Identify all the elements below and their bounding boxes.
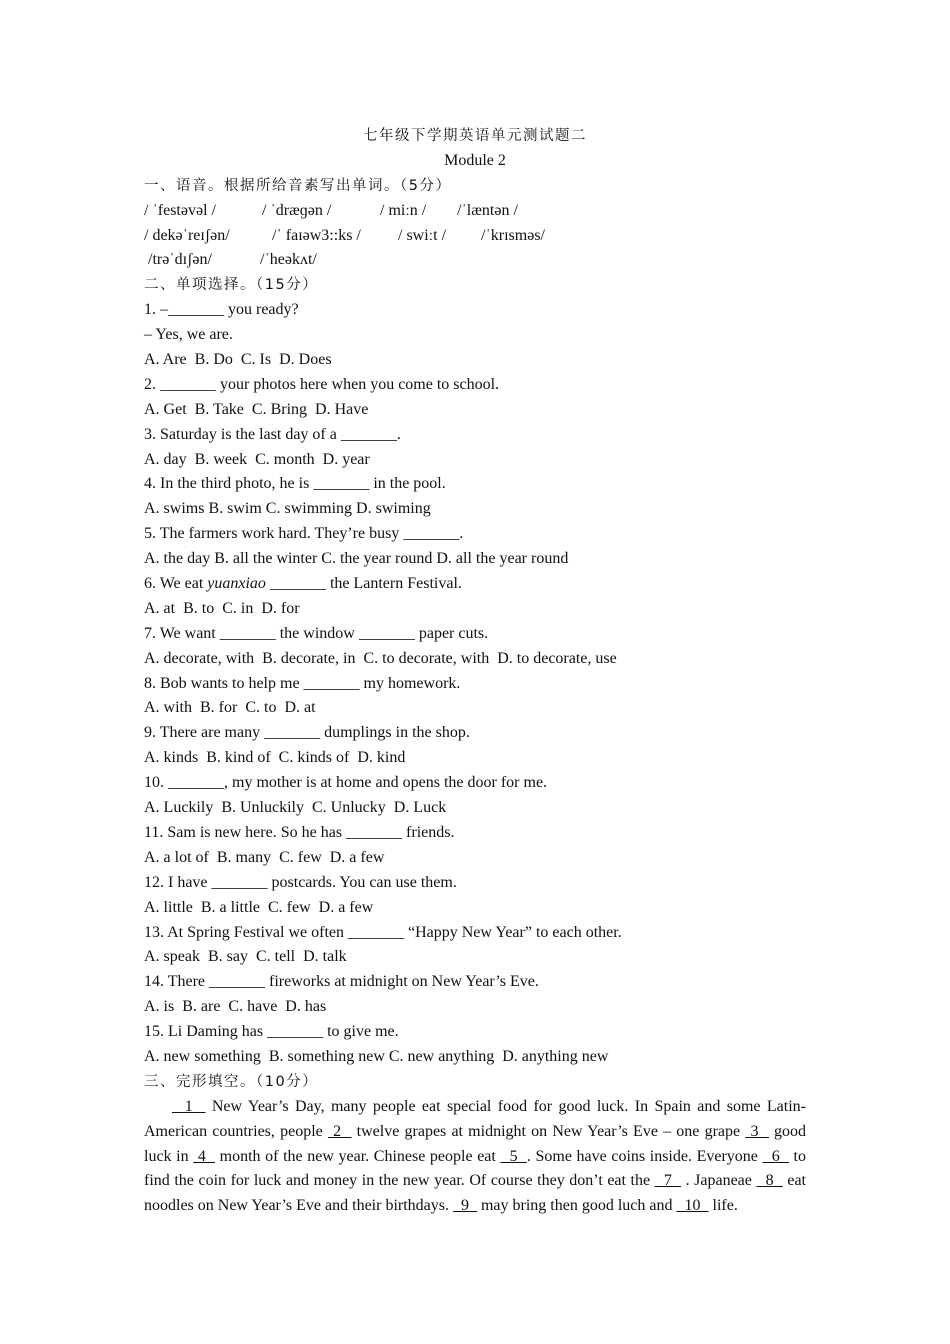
cloze-text: may bring then good luch and <box>476 1197 677 1215</box>
cloze-blank-9[interactable]: 9 <box>452 1197 477 1215</box>
question-line: 2. _______ your photos here when you come to school. <box>144 375 500 393</box>
question-line: 10. _______, my mother is at home and opens the door for me. <box>144 774 548 792</box>
cloze-text: . Japaneae <box>681 1172 757 1190</box>
question-line: 3. Saturday is the last day of a _______. <box>144 425 401 443</box>
phonetic-item: / ˈdræɡən / <box>262 201 332 219</box>
phonetic-row-2 <box>144 224 806 249</box>
cloze-text: eat noodles on New Year’s Eve and their birthdays. <box>144 1172 807 1215</box>
cloze-blank-5[interactable]: 5 <box>500 1147 527 1165</box>
phonetic-item: /ˈkrɪsməs/ <box>481 226 545 244</box>
options-line: A. a lot of B. many C. few D. a few <box>144 848 385 866</box>
cloze-text: twelve grapes at midnight on New Year’s Eve – one grape <box>351 1122 746 1140</box>
cloze-text: life. <box>708 1197 738 1215</box>
cloze-text: to find the coin for luck and money in the new year. Of course they don’t eat the <box>144 1147 806 1190</box>
options-line: A. Luckily B. Unluckily C. Unlucky D. Luck <box>144 799 447 817</box>
question-line: – Yes, we are. <box>144 326 233 344</box>
question-line: 7. We want _______ the window _______ paper cuts. <box>144 624 489 642</box>
cloze-blank-1[interactable]: 1 <box>172 1097 206 1115</box>
section1-heading: 一、语音。根据所给音素写出单词。（5分） <box>144 177 452 194</box>
cloze-blank-6[interactable]: 6 <box>762 1147 789 1165</box>
cloze-blank-3[interactable]: 3 <box>745 1122 769 1140</box>
phonetic-item: / swiːt / <box>398 226 447 244</box>
options-line: A. Are B. Do C. Is D. Does <box>144 351 332 369</box>
cloze-text: month of the new year. Chinese people eat <box>215 1147 501 1165</box>
question-line <box>144 572 806 597</box>
options-line: A. swims B. swim C. swimming D. swiming <box>144 500 431 518</box>
question-line: 12. I have _______ postcards. You can use them. <box>144 873 457 891</box>
phonetic-row-3 <box>144 248 806 273</box>
page-subtitle: Module 2 <box>444 151 506 169</box>
section3-heading: 三、完形填空。（10分） <box>144 1073 319 1090</box>
options-line: A. new something B. something new C. new anything D. anything new <box>144 1047 609 1065</box>
page-title: 七年级下学期英语单元测试题二 <box>363 128 587 144</box>
question-line: 9. There are many _______ dumplings in the shop. <box>144 724 470 742</box>
options-line: A. speak B. say C. tell D. talk <box>144 948 347 966</box>
options-line: A. day B. week C. month D. year <box>144 450 370 468</box>
phonetic-item: /ˈlæntən / <box>457 201 518 219</box>
question-line: 4. In the third photo, he is _______ in the pool. <box>144 475 446 493</box>
options-line: A. kinds B. kind of C. kinds of D. kind <box>144 749 406 767</box>
question-line: 14. There _______ fireworks at midnight on New Year’s Eve. <box>144 973 539 991</box>
cloze-text: New Year’s Day, many people eat special food for good luck. In Spain and some Latin-American countries, people <box>144 1097 806 1140</box>
options-line: A. the day B. all the winter C. the year round D. all the year round <box>144 550 569 568</box>
options-line: A. is B. are C. have D. has <box>144 998 327 1016</box>
options-line: A. little B. a little C. few D. a few <box>144 898 374 916</box>
phonetic-item: / miːn / <box>380 201 427 219</box>
cloze-blank-8[interactable]: 8 <box>756 1172 783 1190</box>
phonetic-row-1 <box>144 199 806 224</box>
question-line: 5. The farmers work hard. They’re busy _______. <box>144 525 464 543</box>
question-line: 8. Bob wants to help me _______ my homework. <box>144 674 461 692</box>
options-line: A. with B. for C. to D. at <box>144 699 316 717</box>
cloze-paragraph <box>144 1095 806 1220</box>
q6-before: 6. We eat <box>144 575 208 593</box>
cloze-blank-7[interactable]: 7 <box>654 1172 681 1190</box>
phonetic-item: /ˈ faɪəw3::ks / <box>272 226 361 244</box>
section2-heading: 二、单项选择。（15分） <box>144 277 319 294</box>
phonetic-item: /ˈheəkʌt/ <box>260 251 317 269</box>
options-line: A. Get B. Take C. Bring D. Have <box>144 400 369 418</box>
q6-italic-word: yuanxiao <box>207 575 266 593</box>
phonetic-item: /trəˈdɪʃən/ <box>144 251 212 269</box>
q6-after: _______ the Lantern Festival. <box>265 575 462 593</box>
phonetic-item: / ˈfestəvəl / <box>144 201 216 219</box>
cloze-blank-2[interactable]: 2 <box>327 1122 352 1140</box>
cloze-blank-4[interactable]: 4 <box>193 1147 216 1165</box>
cloze-blank-10[interactable]: 10 <box>676 1197 709 1215</box>
options-line: A. at B. to C. in D. for <box>144 599 300 617</box>
question-line: 13. At Spring Festival we often _______ “Happy New Year” to each other. <box>144 923 622 941</box>
cloze-text: . Some have coins inside. Everyone <box>526 1147 763 1165</box>
phonetic-item: / dekəˈreɪʃən/ <box>144 226 230 244</box>
cloze-text: good luck in <box>144 1122 807 1165</box>
question-line: 1. –_______ you ready? <box>144 301 299 319</box>
document-page <box>144 124 806 1219</box>
question-line: 15. Li Daming has _______ to give me. <box>144 1023 399 1041</box>
options-line: A. decorate, with B. decorate, in C. to decorate, with D. to decorate, use <box>144 649 617 667</box>
question-line: 11. Sam is new here. So he has _______ friends. <box>144 823 455 841</box>
